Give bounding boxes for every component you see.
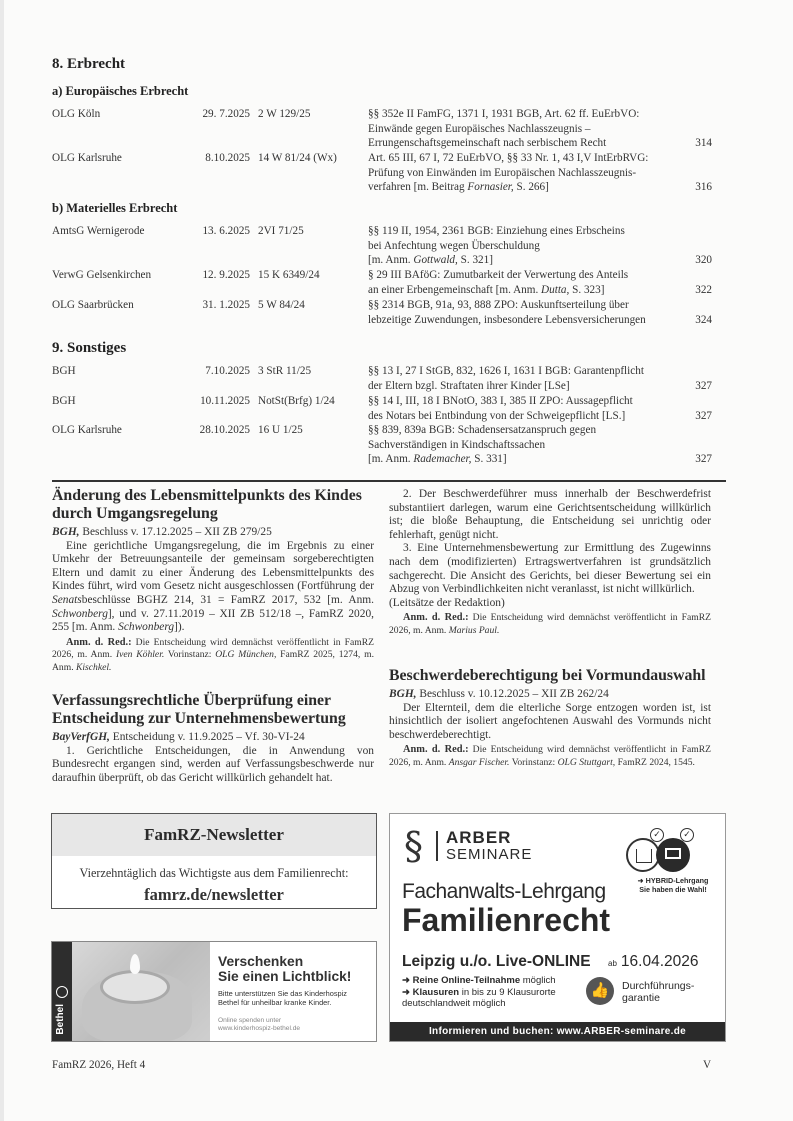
note-text: Vorinstanz: [509, 756, 558, 768]
decision-description [368, 268, 698, 297]
paragraph-logo-icon: § [404, 824, 423, 868]
desc-text: [m. Anm. [368, 254, 414, 267]
note-label: Anm. d. Red.: [403, 612, 469, 624]
court: OLG Saarbrücken [52, 299, 134, 311]
note-text: Die Entscheidung wird demnächst veröffentlicht in FamRZ 2026, m. Anm. [389, 744, 711, 768]
desc-line: §§ 352e II FamFG, 1371 I, 1931 BGB, Art. 62 ff. EuErbVO: [368, 108, 640, 120]
article-body [52, 540, 374, 635]
bethel-headline: Verschenken [218, 954, 304, 969]
arrow-right-icon: ➜ [402, 975, 410, 986]
arrow-right-icon: ➜ [402, 986, 410, 998]
feature-item [402, 987, 572, 1010]
desc-text: S. 331] [471, 453, 507, 466]
decision-description [368, 107, 698, 151]
course-location: Leipzig u./o. Live-ONLINE [402, 953, 591, 970]
desc-line: Einwände gegen Europäisches Nachlasszeugnis – [368, 122, 591, 135]
desc-line [368, 180, 698, 195]
court: BGH [52, 395, 76, 407]
desc-line: bei Anfechtung wegen Überschuldung [368, 239, 540, 252]
note-label: Anm. d. Red.: [66, 636, 132, 648]
subsection-heading-europaeisches-erbrecht: a) Europäisches Erbrecht [52, 84, 189, 98]
decision-date: 28.10.2025 [199, 424, 250, 436]
decision-date: 7.10.2025 [205, 365, 250, 377]
page-reference[interactable]: 314 [695, 137, 712, 149]
newsletter-box[interactable] [51, 813, 377, 909]
court: OLG Karlsruhe [52, 152, 122, 164]
flame-icon [130, 954, 140, 974]
bethel-ad[interactable] [51, 941, 377, 1042]
decision-description [368, 394, 698, 423]
feature-text: in bis zu 9 Klausurorte deutschlandweit möglich [402, 986, 556, 1009]
newsletter-link[interactable]: famrz.de/newsletter [144, 885, 284, 904]
note-text: Die Entscheidung wird demnächst veröffentlicht in FamRZ 2026, m. Anm. [389, 612, 711, 636]
guiding-principle-2: 2. Der Beschwerdeführer muss innerhalb der Beschwerdefrist substantiiert darlegen, warum eine Gerichtsentscheidung willkürlich ist; die bloße Behauptung, die Entscheidung sei unrichtig oder fehlerhaft, genügt nicht. [389, 488, 711, 541]
arber-brand-sub: SEMINARE [446, 846, 533, 863]
section-heading-sonstiges: 9. Sonstiges [52, 340, 127, 356]
article-unternehmensbewertung [52, 692, 374, 785]
feature-text: möglich [520, 975, 556, 986]
decision-date: 10.11.2025 [200, 395, 250, 407]
guiding-principle-1: 1. Gerichtliche Entscheidungen, die in Anwendung von Bundesrecht ergangen sind, werden auf Verfassungsbeschwerde nur daraufhin überprüft, ob das Gericht willkürlich gehandelt hat. [52, 744, 374, 784]
page-reference[interactable]: 327 [695, 453, 712, 466]
author-name: Dutta, [541, 283, 570, 296]
article-title[interactable]: Änderung des Lebensmittelpunkts des Kindes durch Umgangsregelung [52, 487, 362, 522]
decision-description [368, 224, 698, 268]
desc-line: lebzeitige Zuwendungen, insbesondere Lebensversicherungen [368, 313, 646, 326]
desc-text: S. 323] [569, 283, 605, 296]
author-name: Rademacher, [413, 453, 472, 466]
docket-number: 5 W 84/24 [258, 299, 305, 311]
article-source [389, 688, 711, 702]
desc-line: §§ 2314 BGB, 91a, 93, 888 ZPO: Auskunftserteilung über [368, 299, 629, 311]
docket-number: 15 K 6349/24 [258, 269, 320, 281]
tealight-icon [100, 970, 170, 1004]
thumbs-up-icon: 👍 [586, 977, 614, 1005]
decision-ref: Entscheidung v. 11.9.2025 – Vf. 30-VI-24 [109, 731, 305, 743]
author-name: Marius Paul. [448, 624, 500, 636]
article-lebensmittelpunkt [52, 487, 374, 674]
feature-bold: Reine Online-Teilnahme [412, 975, 521, 986]
article-vormundauswahl [389, 667, 711, 769]
guarantee-label [622, 980, 694, 1004]
desc-line: §§ 14 I, III, 18 I BNotO, 383 I, 385 II ZPO: Aussagepflicht [368, 395, 633, 407]
course-start-date [608, 953, 698, 971]
bethel-online-label: Online spenden unter [218, 1016, 282, 1024]
author-name: Kischkel. [75, 661, 112, 673]
note-text: FamRZ 2024, 1545. [615, 756, 695, 768]
arber-brand: ARBER [446, 828, 512, 847]
court-name: BayVerfGH, [52, 731, 110, 743]
page-number: V [703, 1059, 712, 1071]
decision-description [368, 364, 698, 393]
logo-divider [436, 831, 438, 861]
editorial-note [389, 744, 711, 769]
note-label: Anm. d. Red.: [403, 744, 469, 756]
editorial-note [389, 612, 711, 637]
court-name: OLG München, [215, 649, 277, 661]
section-divider [52, 480, 726, 482]
date-prefix: ab [608, 959, 617, 968]
newsletter-title: FamRZ-Newsletter [52, 814, 376, 856]
desc-line: §§ 839, 839a BGB: Schadensersatzanspruch gegen [368, 424, 597, 436]
desc-line: § 29 III BAföG: Zumutbarkeit der Verwertung des Anteils [368, 269, 629, 281]
desc-line: §§ 13 I, 27 I StGB, 832, 1626 I, 1631 I BGB: Garantenpflicht [368, 365, 644, 377]
bethel-headline: Sie einen Lichtblick! [218, 969, 352, 984]
decision-date: 29. 7.2025 [202, 108, 250, 120]
note-text: Die Entscheidung wird demnächst veröffentlicht in FamRZ 2026, m. Anm. [52, 636, 374, 661]
page-reference[interactable]: 327 [695, 379, 712, 392]
article-title[interactable]: Verfassungsrechtliche Überprüfung einer Entscheidung zur Unternehmensbewertung [52, 692, 346, 727]
body-italic: Senats [52, 593, 82, 606]
desc-line: des Notars bei Entbindung von der Schweigepflicht [LS.] [368, 409, 626, 422]
arber-booking-link[interactable]: Informieren und buchen: www.ARBER-seminare.de [390, 1022, 725, 1041]
court: OLG Köln [52, 108, 101, 120]
article-body: Der Elternteil, dem die elterliche Sorge entzogen worden ist, ist hinsichtlich der isoliert angefochtenen Auswahl des Vormunds nicht beschwerdeberechtigt. [389, 701, 711, 741]
article-source [52, 731, 374, 745]
decision-date: 8.10.2025 [205, 152, 250, 164]
home-office-icon [626, 838, 660, 872]
hybrid-tagline: Sie haben die Wahl! [639, 885, 707, 894]
author-name: Fornasier, [467, 181, 514, 194]
author-name: Schwonberg [52, 607, 108, 620]
desc-text: S. 266] [513, 181, 549, 194]
note-text: Vorinstanz: [164, 649, 216, 661]
bethel-subtext: Bethel für unheilbar kranke Kinder. [218, 998, 332, 1008]
article-unternehmensbewertung-continued [389, 488, 711, 637]
hybrid-label: ➜ HYBRID-Lehrgang [637, 876, 709, 885]
court: OLG Karlsruhe [52, 424, 122, 436]
desc-line [368, 283, 698, 298]
court-name: BGH, [389, 688, 417, 700]
editorial-note [52, 637, 374, 674]
bethel-cross-icon [56, 986, 68, 998]
body-text: ]). [174, 621, 185, 634]
page-edge [0, 0, 4, 1121]
desc-line: Errungenschaftsgemeinschaft nach serbischem Recht [368, 137, 607, 150]
bethel-ad-text [218, 954, 373, 1034]
article-source [52, 526, 374, 540]
feature-bold: Klausuren [412, 986, 460, 998]
guiding-principle-3: 3. Eine Unternehmensbewertung zur Ermittlung des Zugewinns nach dem (modifizierten) Ertragswertverfahren ist grundsätzlich sachgerecht. Die Ansicht des Gerichts, bei dieser Bewertung sei ein Abzug von Verbindlichkeiten nicht veranlasst, ist nicht willkürlich. [389, 542, 711, 596]
decision-ref: Beschluss v. 10.12.2025 – XII ZB 262/24 [416, 688, 609, 700]
bethel-subtext: Bitte unterstützen Sie das Kinderhospiz [218, 989, 348, 998]
docket-number: 16 U 1/25 [258, 424, 303, 436]
decision-date: 31. 1.2025 [202, 299, 250, 311]
decision-description [368, 298, 698, 327]
course-type: Fachanwalts-Lehrgang [402, 880, 606, 903]
guarantee-text: Durchführungs- [622, 980, 695, 992]
desc-text: an einer Erbengemeinschaft [m. Anm. [368, 283, 542, 296]
docket-number: 3 StR 11/25 [258, 365, 312, 377]
docket-number: 2 W 129/25 [258, 108, 311, 120]
desc-text: S. 321] [457, 254, 493, 267]
candle-in-hand-photo [72, 942, 210, 1041]
court: BGH [52, 365, 76, 377]
body-text: Eine gerichtliche Umgangsregelung, die im Ergebnis zu einer Umkehr der Betreuungsanteile der gemeinsam sorgeberechtigten Eltern und damit zu einer Änderung des Lebensmittelpunkts des Kindes führt, wird vom Gesetz nicht ausgeschlossen (Fortführung der [52, 539, 374, 593]
court-name: BGH, [52, 526, 80, 538]
desc-line: Prüfung von Einwänden im Europäischen Nachlasszeugnis- [368, 166, 637, 179]
checkmark-icon: ✓ [680, 828, 694, 842]
feature-item [402, 975, 572, 987]
decision-description [368, 423, 698, 467]
desc-line: der Eltern bzgl. Straftaten ihrer Kinder [LSe] [368, 379, 570, 392]
bethel-brand: Bethel [55, 1004, 66, 1035]
decision-date: 13. 6.2025 [202, 225, 250, 237]
desc-line: Sachverständigen in Kindschaftssachen [368, 438, 546, 451]
page-reference[interactable]: 322 [695, 283, 712, 296]
author-name: Schwonberg [118, 621, 175, 634]
desc-line [368, 253, 698, 268]
hybrid-note [628, 876, 718, 894]
desc-text: verfahren [m. Beitrag [368, 181, 468, 194]
decision-ref: Beschluss v. 17.12.2025 – XII ZB 279/25 [79, 526, 272, 538]
desc-text: [m. Anm. [368, 453, 414, 466]
hybrid-icons [626, 828, 706, 872]
bethel-brand-strip [52, 942, 72, 1041]
course-subject: Familienrecht [402, 902, 611, 938]
note-text: FamRZ 2025, 1274, m. Anm. [52, 649, 374, 673]
section-heading-erbrecht: 8. Erbrecht [52, 56, 126, 72]
bethel-donate-link[interactable]: www.kinderhospiz-bethel.de [218, 1025, 301, 1033]
desc-line: §§ 119 II, 1954, 2361 BGB: Einziehung eines Erbscheins [368, 225, 625, 237]
author-name: Gottwald, [413, 254, 458, 267]
date-value: 16.04.2026 [620, 953, 699, 970]
decision-date: 12. 9.2025 [202, 269, 250, 281]
author-name: Ansgar Fischer. [448, 756, 510, 768]
body-text: beschlüsse BGHZ 214, 31 = FamRZ 2017, 532 [m. Anm. [81, 593, 374, 606]
subsection-heading-materielles-erbrecht: b) Materielles Erbrecht [52, 201, 178, 215]
page-reference[interactable]: 320 [695, 254, 712, 266]
court-name: OLG Stuttgart, [557, 756, 616, 768]
desc-line [368, 452, 698, 467]
docket-number: 14 W 81/24 (Wx) [258, 152, 337, 164]
leitsatz-note: (Leitsätze der Redaktion) [389, 596, 505, 609]
article-title[interactable]: Beschwerdeberechtigung bei Vormundauswahl [389, 667, 706, 684]
court: AmtsG Wernigerode [52, 225, 145, 237]
newsletter-tagline: Vierzehntäglich das Wichtigste aus dem Familienrecht: [79, 866, 349, 880]
decision-description [368, 151, 698, 195]
court: VerwG Gelsenkirchen [52, 269, 152, 281]
page-reference[interactable]: 316 [695, 181, 712, 193]
checkmark-icon: ✓ [650, 828, 664, 842]
author-name: Iven Köhler. [115, 649, 165, 661]
page-reference[interactable]: 327 [695, 409, 712, 422]
monitor-icon [656, 838, 690, 872]
desc-line: Art. 65 III, 67 I, 72 EuErbVO, §§ 33 Nr. 1, 43 I,V IntErbRVG: [368, 152, 649, 164]
body-text: ], und v. 27.11.2019 – XII ZB 512/18 –, FamRZ 2020, 255 [m. Anm. [52, 607, 374, 634]
arber-seminare-ad[interactable] [389, 813, 726, 1042]
course-features [402, 975, 572, 1010]
docket-number: 2VI 71/25 [258, 225, 304, 237]
docket-number: NotSt(Brfg) 1/24 [258, 395, 335, 407]
journal-issue: FamRZ 2026, Heft 4 [52, 1059, 146, 1071]
page-reference[interactable]: 324 [695, 313, 712, 326]
guarantee-text: garantie [622, 992, 660, 1004]
